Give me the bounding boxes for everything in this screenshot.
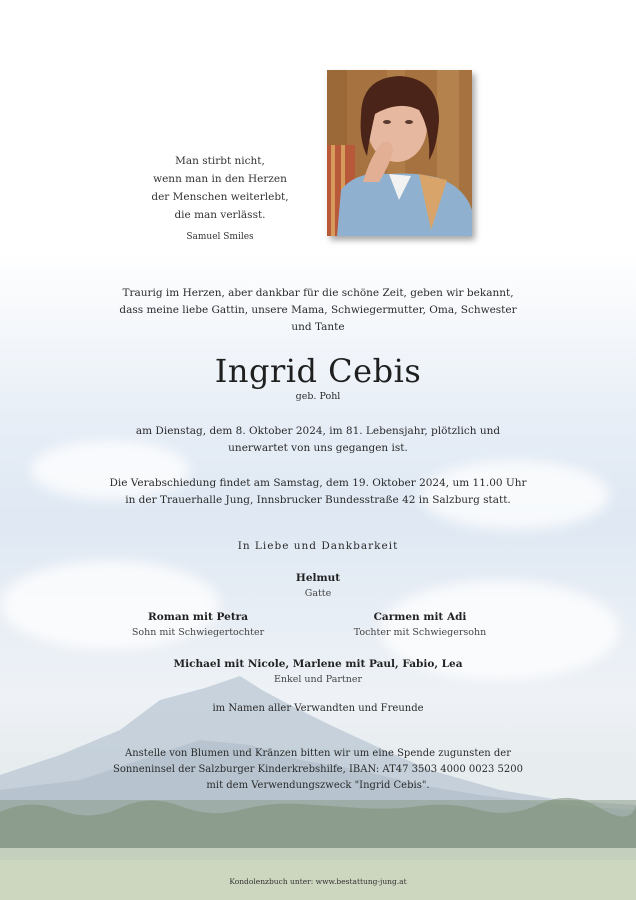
donation-request <box>0 746 636 794</box>
intro-line: dass meine liebe Gattin, unsere Mama, Schwiegermutter, Oma, Schwester <box>119 304 517 316</box>
donation-line: Anstelle von Blumen und Kränzen bitten wir um eine Spende zugunsten der <box>125 748 511 759</box>
death-line: am Dienstag, dem 8. Oktober 2024, im 81. Lebensjahr, plötzlich und <box>135 425 501 437</box>
farewell-line: in der Trauerhalle Jung, Innsbrucker Bundesstraße 42 in Salzburg statt. <box>125 494 511 506</box>
mourner-daughter <box>330 611 510 638</box>
quote-line: wenn man in den Herzen <box>153 173 287 185</box>
intro-line: Traurig im Herzen, aber dankbar für die schöne Zeit, geben wir bekannt, <box>122 287 514 299</box>
farewell-line: Die Verabschiedung findet am Samstag, dem 19. Oktober 2024, um 11.00 Uhr <box>109 477 527 489</box>
death-notice <box>0 423 636 457</box>
condolence-link[interactable]: Kondolenzbuch unter: www.bestattung-jung.at <box>229 877 407 886</box>
mourner-name: Michael mit Nicole, Marlene mit Paul, Fabio, Lea <box>173 658 463 670</box>
mourner-spouse <box>0 572 636 599</box>
relatives-line: im Namen aller Verwandten und Freunde <box>212 703 424 714</box>
mourner-son <box>108 611 288 638</box>
birth-name: geb. Pohl <box>295 391 341 402</box>
mourner-name: Carmen mit Adi <box>373 611 467 623</box>
mourner-name: Roman mit Petra <box>147 611 249 623</box>
intro-text <box>0 285 636 336</box>
quote-line: Man stirbt nicht, <box>175 155 265 167</box>
love-line: In Liebe und Dankbarkeit <box>237 540 399 552</box>
quote-line: die man verlässt. <box>174 209 266 221</box>
donation-line: mit dem Verwendungszweck "Ingrid Cebis". <box>206 780 430 791</box>
donation-line: Sonneninsel der Salzburger Kinderkrebshilfe, IBAN: AT47 3503 4000 0023 5200 <box>113 764 523 775</box>
intro-line: und Tante <box>291 321 345 333</box>
quote-author: Samuel Smiles <box>186 232 254 242</box>
farewell-info <box>0 475 636 509</box>
mourner-grandchildren <box>0 658 636 685</box>
memorial-quote <box>140 152 300 246</box>
deceased-name: Ingrid Cebis <box>214 352 422 390</box>
mourner-role: Enkel und Partner <box>273 674 363 685</box>
mourner-role: Gatte <box>304 588 332 599</box>
mourner-name: Helmut <box>295 572 341 584</box>
quote-line: der Menschen weiterlebt, <box>151 191 289 203</box>
portrait-photo <box>327 70 472 236</box>
mourner-role: Tochter mit Schwiegersohn <box>353 627 487 638</box>
mourner-role: Sohn mit Schwiegertochter <box>131 627 265 638</box>
death-line: unerwartet von uns gegangen ist. <box>228 442 408 454</box>
